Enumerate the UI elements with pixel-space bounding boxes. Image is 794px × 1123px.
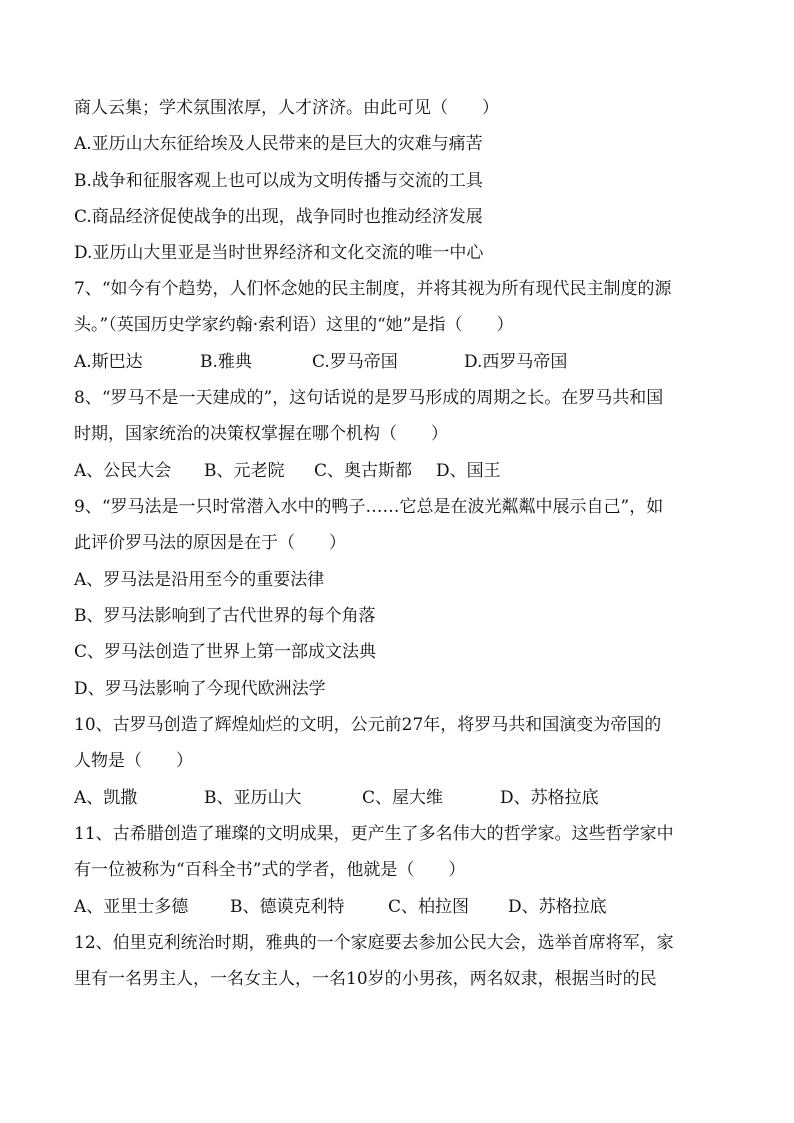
question-10-option-b: B、亚历山大 (204, 788, 302, 808)
question-7-option-c: C.罗马帝国 (312, 352, 398, 372)
question-9-stem-line2: 此评价罗马法的原因是在于（ ） (74, 533, 346, 553)
question-11-option-b: B、德谟克利特 (230, 897, 345, 917)
question-11-option-a: A、亚里士多德 (74, 897, 189, 917)
question-9-stem-line1: 9、“罗马法是一只时常潜入水中的鸭子……它总是在波光粼粼中展示自己”，如 (74, 497, 664, 517)
question-11-option-d: D、苏格拉底 (508, 897, 607, 917)
question-8-option-b: B、元老院 (204, 461, 285, 481)
question-9-option-d: D、罗马法影响了今现代欧洲法学 (74, 679, 326, 699)
question-8-option-d: D、国王 (436, 461, 501, 481)
question-10-stem-line1: 10、古罗马创造了辉煌灿烂的文明，公元前27年，将罗马共和国演变为帝国的 (74, 715, 662, 735)
question-7-options (74, 351, 734, 373)
question-12-stem-line2: 里有一名男主人，一名女主人，一名10岁的小男孩，两名奴隶，根据当时的民 (74, 969, 657, 989)
question-10-option-d: D、苏格拉底 (500, 788, 599, 808)
question-10-option-c: C、屋大维 (362, 788, 444, 808)
question-6-stem-end: 商人云集；学术氛围浓厚，人才济济。由此可见（ ） (74, 98, 499, 118)
question-11-stem-line1: 11、古希腊创造了璀璨的文明成果，更产生了多名伟大的哲学家。这些哲学家中 (74, 824, 674, 844)
question-12-stem-line1: 12、伯里克利统治时期，雅典的一个家庭要去参加公民大会，选举首席将军，家 (74, 933, 674, 953)
question-11-options (74, 896, 734, 918)
question-6-option-a: A.亚历山大东征给埃及人民带来的是巨大的灾难与痛苦 (74, 134, 483, 154)
question-9-option-c: C、罗马法创造了世界上第一部成文法典 (74, 642, 377, 662)
question-8-options (74, 460, 734, 482)
question-8-stem-line1: 8、“罗马不是一天建成的”，这句话说的是罗马形成的周期之长。在罗马共和国 (74, 388, 664, 408)
question-11-stem-line2: 有一位被称为“百科全书”式的学者，他就是（ ） (74, 860, 466, 880)
question-9-option-a: A、罗马法是沿用至今的重要法律 (74, 570, 325, 590)
question-7-stem-line1: 7、“如今有个趋势，人们怀念她的民主制度，并将其视为所有现代民主制度的源 (74, 279, 672, 299)
question-7-option-a: A.斯巴达 (74, 352, 143, 372)
question-7-option-d: D.西罗马帝国 (464, 352, 568, 372)
question-10-options (74, 787, 734, 809)
question-10-option-a: A、凯撒 (74, 788, 138, 808)
question-6-option-c: C.商品经济促使战争的出现，战争同时也推动经济发展 (74, 207, 483, 227)
question-6-option-b: B.战争和征服客观上也可以成为文明传播与交流的工具 (74, 171, 483, 191)
question-8-stem-line2: 时期，国家统治的决策权掌握在哪个机构（ ） (74, 424, 448, 444)
question-7-stem-line2: 头。”（英国历史学家约翰·索利语）这里的“她”是指（ ） (74, 315, 514, 335)
question-7-option-b: B.雅典 (200, 352, 252, 372)
question-10-stem-line2: 人物是（ ） (74, 751, 193, 771)
question-9-option-b: B、罗马法影响到了古代世界的每个角落 (74, 606, 376, 626)
question-8-option-c: C、奥古斯都 (314, 461, 413, 481)
question-6-option-d: D.亚历山大里亚是当时世界经济和文化交流的唯一中心 (74, 243, 484, 263)
question-11-option-c: C、柏拉图 (388, 897, 470, 917)
question-8-option-a: A、公民大会 (74, 461, 172, 481)
